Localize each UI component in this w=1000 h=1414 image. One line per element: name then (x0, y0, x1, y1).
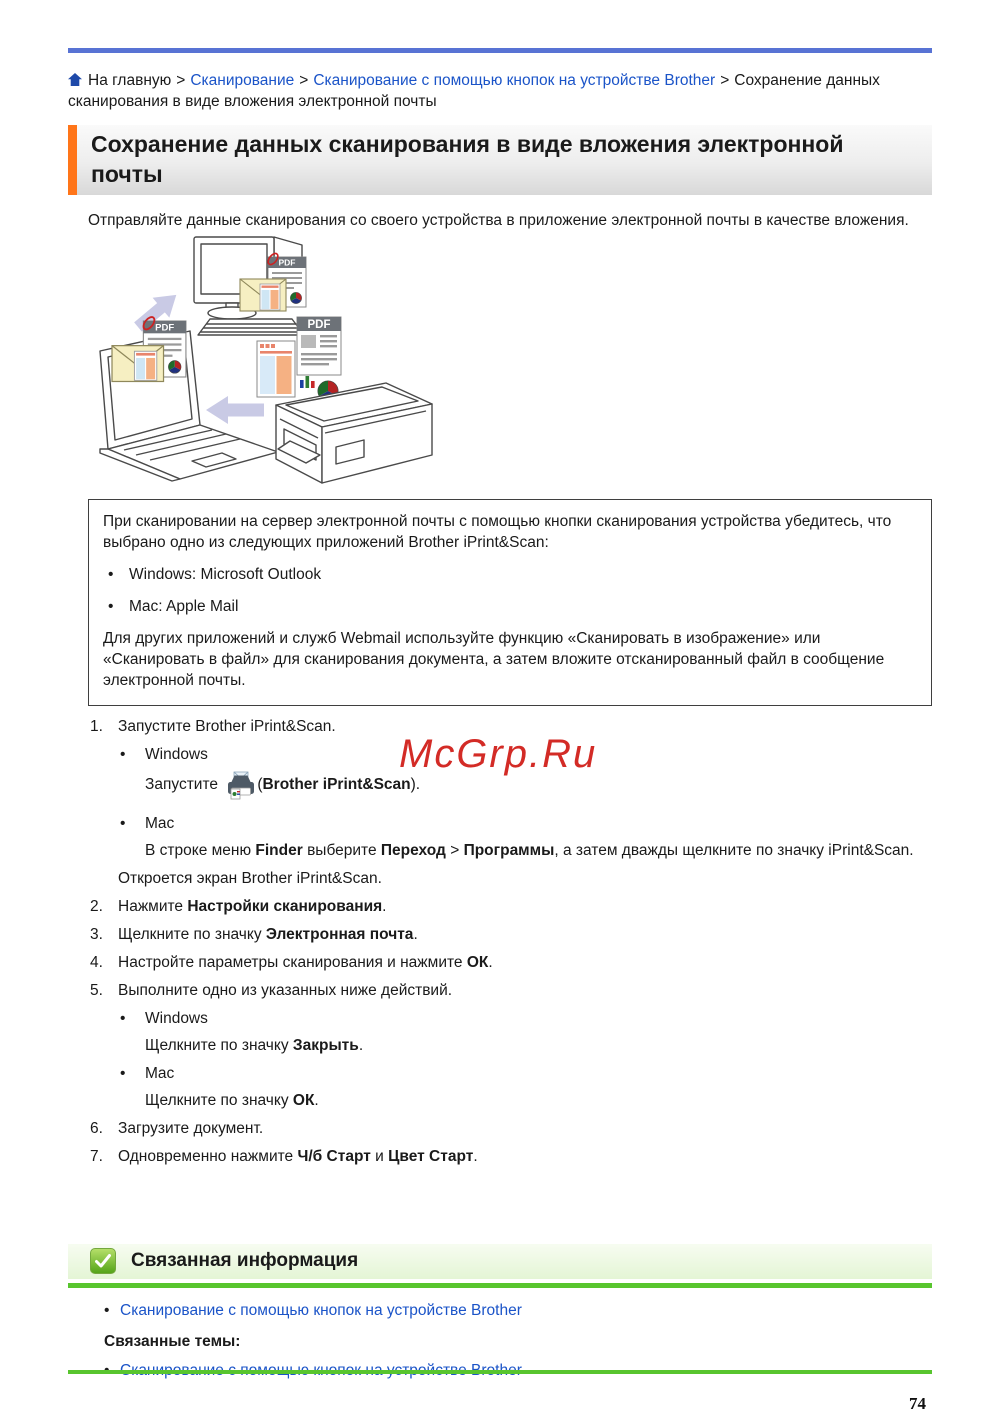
related-information-title: Связанная информация (131, 1250, 359, 1271)
related-link-scan-buttons[interactable]: Сканирование с помощью кнопок на устройстве Brother (120, 1302, 522, 1319)
title-accent-bar (68, 125, 77, 195)
step-text: Щелкните по значку (145, 1092, 293, 1109)
menu-name-bold: Finder (255, 842, 303, 859)
step-text: ). (410, 776, 421, 793)
top-divider (68, 48, 932, 53)
svg-text:PDF: PDF (307, 319, 331, 331)
related-topics-label: Связанные темы: (104, 1333, 241, 1350)
scanned-document-drawing (257, 341, 295, 397)
note-box (88, 499, 932, 706)
step-number: 3. (90, 926, 103, 943)
breadcrumb-link-scanning[interactable]: Сканирование (190, 72, 295, 89)
step-1-mac-instruction (145, 840, 932, 861)
step-5-windows-instruction (145, 1035, 932, 1056)
os-label: Windows (145, 746, 208, 763)
step-2 (90, 896, 932, 917)
app-name-bold: Brother iPrint&Scan (262, 776, 411, 793)
bullet-marker: • (120, 746, 126, 763)
related-information-header (68, 1244, 932, 1279)
button-name-bold: ОК (466, 954, 489, 971)
note-bullet-mac: Mac: Apple Mail (129, 598, 239, 615)
step-text: Одновременно нажмите Ч/б Старт и Цвет Старт. (118, 1148, 478, 1165)
step-4 (90, 952, 932, 973)
home-icon (68, 73, 82, 86)
bullet-marker: • (108, 598, 114, 615)
bullet-marker: • (120, 1065, 126, 1082)
step-3 (90, 924, 932, 945)
button-name-bold: Цвет Старт (388, 1148, 474, 1165)
step-text: Запустите Brother iPrint&Scan. (118, 718, 336, 735)
note-bullet-windows: Windows: Microsoft Outlook (129, 566, 322, 583)
step-text: В строке меню (145, 842, 256, 859)
step-text: Настройте параметры сканирования и нажмите ОК. (118, 954, 493, 971)
checkmark-icon (90, 1248, 116, 1274)
breadcrumb-current: Сохранение данных сканирования в виде вложения электронной почты (68, 72, 880, 110)
step-text: Выполните одно из указанных ниже действий. (118, 982, 453, 999)
intro-paragraph: Отправляйте данные сканирования со своего устройства в приложение электронной почты в качестве вложения. (88, 212, 909, 229)
step-number: 5. (90, 982, 103, 999)
step-number: 6. (90, 1120, 103, 1137)
email-attachment-laptop (112, 315, 186, 381)
step-1-result: Откроется экран Brother iPrint&Scan. (118, 870, 382, 887)
page-title: Сохранение данных сканирования в виде вложения электронной почты (77, 125, 932, 195)
related-divider (68, 1283, 932, 1288)
bullet-marker: • (120, 815, 126, 832)
iprint-scan-app-icon (226, 770, 256, 806)
related-information-section (68, 1244, 932, 1381)
step-1-mac-bullet (118, 813, 932, 834)
scan-to-email-illustration: PDF PDF (94, 233, 932, 487)
bottom-divider (68, 1370, 932, 1374)
page-title-block (68, 125, 932, 195)
step-number: 4. (90, 954, 103, 971)
step-5-mac-bullet (118, 1063, 932, 1084)
step-number: 1. (90, 718, 103, 735)
breadcrumb-link-scan-buttons[interactable]: Сканирование с помощью кнопок на устройстве Brother (313, 72, 716, 89)
bullet-marker: • (120, 1010, 126, 1027)
related-links (68, 1300, 932, 1381)
breadcrumb-separator: > (720, 72, 730, 89)
step-text: выберите (302, 842, 381, 859)
step-5 (90, 980, 932, 1001)
menu-name-bold: Программы (463, 842, 555, 859)
button-name-bold: Электронная почта (265, 926, 414, 943)
related-link-row (104, 1300, 932, 1321)
instruction-steps (90, 716, 932, 1167)
os-label: Windows (145, 1010, 208, 1027)
printer-drawing (276, 383, 432, 483)
breadcrumb-separator: > (176, 72, 186, 89)
watermark: McGrp.Ru (399, 732, 598, 776)
step-5-windows-bullet (118, 1008, 932, 1029)
os-label: Mac (145, 1065, 175, 1082)
step-7 (90, 1146, 932, 1167)
step-text: ( (257, 776, 263, 793)
step-5-mac-instruction (145, 1090, 932, 1111)
pdf-document-drawing (297, 317, 341, 401)
menu-name-bold: Переход (380, 842, 446, 859)
bullet-marker: • (108, 566, 114, 583)
step-text: Щелкните по значку (145, 1037, 293, 1054)
page-content (68, 48, 932, 1167)
button-name-bold: ОК (292, 1092, 315, 1109)
step-text: , а затем дважды щелкните по значку iPrint&Scan. (554, 842, 914, 859)
note-paragraph-1: При сканировании на сервер электронной почты с помощью кнопки сканирования устройства убедитесь, что выбрано одно из следующих приложений Brother iPrint&Scan: (103, 513, 892, 551)
os-label: Mac (145, 815, 175, 832)
step-text: Нажмите Настройки сканирования. (118, 898, 387, 915)
breadcrumb (68, 70, 932, 112)
step-6 (90, 1118, 932, 1139)
bullet-marker: • (104, 1302, 110, 1319)
step-text: Загрузите документ. (118, 1120, 264, 1137)
step-text: > (445, 842, 464, 859)
button-name-bold: Настройки сканирования (187, 898, 383, 915)
breadcrumb-home[interactable]: На главную (88, 72, 172, 89)
step-number: 2. (90, 898, 103, 915)
step-text: Запустите (145, 776, 223, 793)
step-text: Щелкните по значку Электронная почта. (118, 926, 418, 943)
breadcrumb-separator: > (299, 72, 309, 89)
button-name-bold: Ч/б Старт (297, 1148, 371, 1165)
step-text: . (314, 1092, 319, 1109)
button-name-bold: Закрыть (292, 1037, 359, 1054)
step-text: . (358, 1037, 364, 1054)
arrow-left (206, 396, 264, 424)
page-number: 74 (909, 1394, 926, 1413)
note-paragraph-2: Для других приложений и служб Webmail используйте функцию «Сканировать в изображение» или «Сканировать в файл» для сканирования документа, а затем вложите отсканированный файл в сообщение электронной почты. (103, 630, 885, 689)
step-number: 7. (90, 1148, 103, 1165)
